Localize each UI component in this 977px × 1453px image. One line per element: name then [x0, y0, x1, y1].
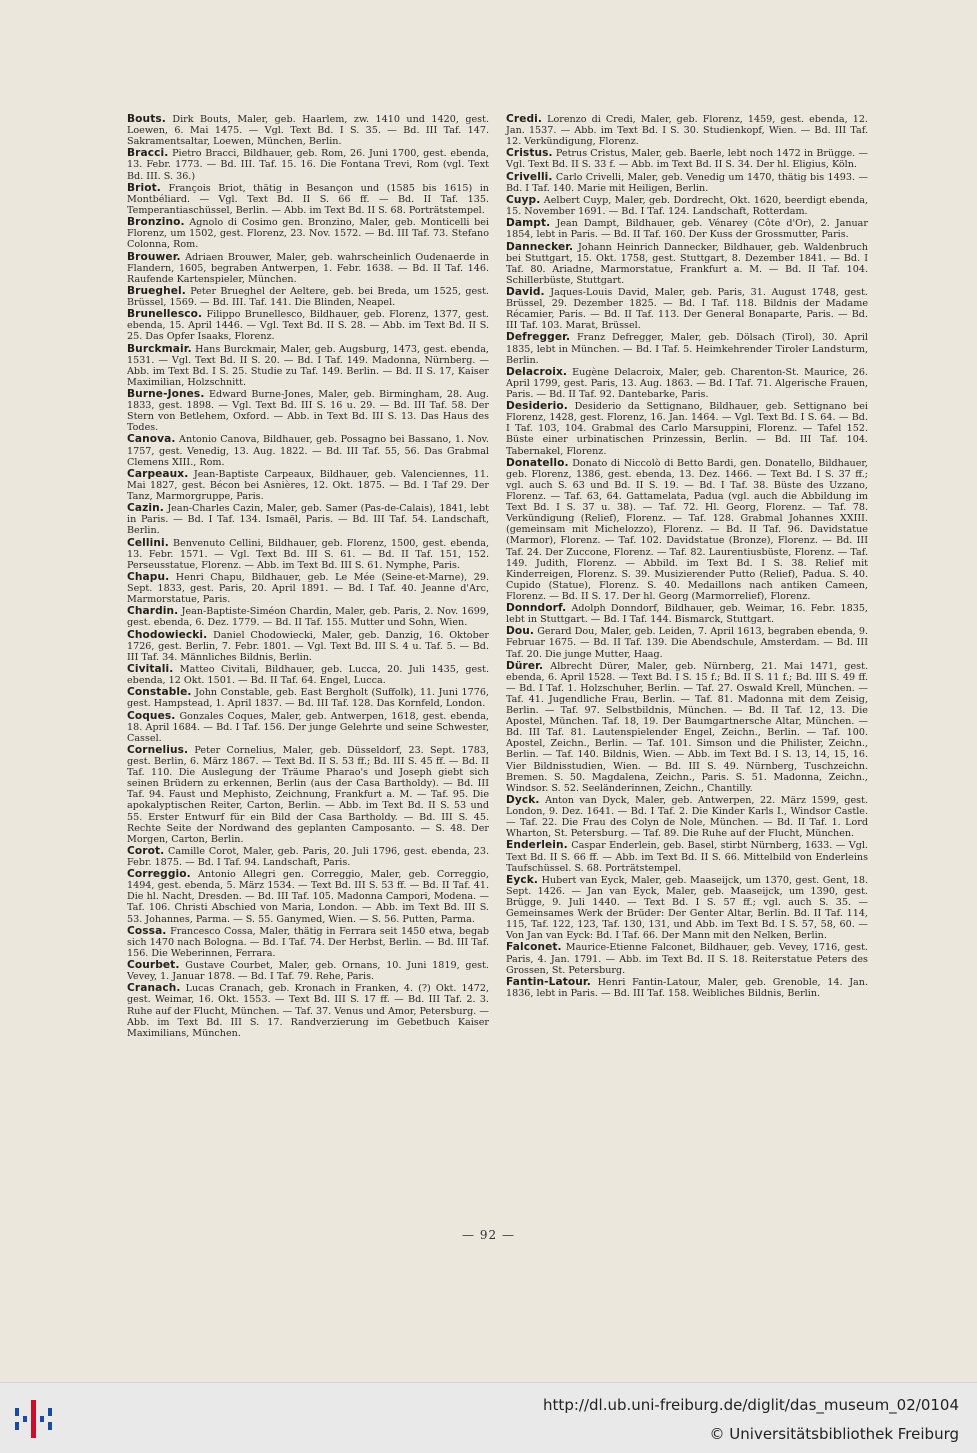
entry-text: Antonio Canova, Bildhauer, geb. Possagno bei Bassano, 1. Nov. 1757, gest. Venedig, 13. Aug. 1822. — Bd. III Taf. 55, 56. Das Grabmal Clemens XIII., Rom. — [127, 434, 489, 468]
entry-text: Eugène Delacroix, Maler, geb. Charenton-St. Maurice, 26. April 1799, gest. Paris, 13. Aug. 1863. — Bd. I Taf. 71. Algerische Frauen, Paris. — Bd. II Taf. 92. Dantebarke, Paris. — [506, 366, 868, 400]
artist-name: Cornelius. — [127, 743, 189, 756]
artist-name: Bronzino. — [127, 216, 185, 229]
entry-text: Henri Fantin-Latour, Maler, geb. Grenoble, 14. Jan. 1836, lebt in Paris. — Bd. III Taf. 158. Weibliches Bildnis, Berlin. — [506, 976, 868, 999]
entry-text: Gonzales Coques, Maler, geb. Antwerpen, 1618, gest. ebenda, 18. April 1684. — Bd. I Taf. 156. Der junge Gelehrte und seine Schwester, Cassel. — [127, 710, 489, 744]
entry-text: Albrecht Dürer, Maler, geb. Nürnberg, 21. Mai 1471, gest. ebenda, 6. April 1528. — Text Bd. I S. 15 f.; Bd. II S. 11 f.; Bd. III S. 49 ff. — Bd. I Taf. 1. Holzschuher, Berlin. — Taf. 27. Oswald Krell, München. — Taf. 41. Jugendliche Frau, Berlin. — Taf. 81. Madonna mit dem Zeisig, Berlin. — Taf. 97. Selbstbildnis, München. — Bd. II Taf. 12, 13. Die Apostel, München. Taf. 18, 19. Der Baumgartnersche Altar, München. — Bd. III Taf. 81. Lautenspielender Engel, Zeichn., Berlin. — Taf. 100. Apostel, Zeichn., Berlin. — Taf. 101. Simson und die Philister, Zeichn., Berlin. — Taf. 140. Bildnis, Wien. — Abb. im Text Bd. I S. 13, 14, 15, 16. Vier Bildnisstudien, Wien. — Bd. III S. 49. Nürnberg, Tuschzeichn. Bremen. S. 50. Magdalena, Zeichn., Paris. S. 51. Madonna, Zeichn., Windsor. S. 52. Seeländerinnen, Zeichn., Chantilly. — [506, 660, 868, 794]
register-entry — [127, 503, 489, 536]
register-entry — [506, 114, 868, 147]
register-entry — [127, 572, 489, 605]
register-entry — [506, 603, 868, 625]
register-entry — [506, 195, 868, 217]
page-number: — 92 — — [462, 1228, 515, 1242]
register-entry — [127, 745, 489, 845]
artist-name: Correggio. — [127, 868, 191, 881]
entry-text: François Briot, thätig in Besançon und (1585 bis 1615) in Montbéliard. — Vgl. Text Bd. II S. 66 ff. — Bd. II Taf. 135. Temperantiaschüssel, Berlin. — Abb. im Text Bd. II S. 68. Porträtstempel. — [127, 182, 489, 216]
artist-name: Donatello. — [506, 456, 569, 469]
artist-name: Dyck. — [506, 793, 540, 806]
entry-text: Donato di Niccolò di Betto Bardi, gen. Donatello, Bildhauer, geb. Florenz, 1386, gest. ebenda, 13. Dez. 1466. — Text Bd. I S. 37 ff.; vgl. auch S. 63 und Bd. II S. 19. — Bd. I Taf. 38. Büste des Uzzano, Florenz. — Taf. 63, 64. Gattamelata, Padua (vgl. auch die Abbildung im Text Bd. I S. 37 u. 38). — Taf. 72. Hl. Georg, Florenz. — Taf. 78. Verkündigung (Relief), Florenz. — Taf. 128. Grabmal Johannes XXIII. (gemeinsam mit Michelozzo), Florenz. — Bd. II Taf. 96. Davidstatue (Marmor), Florenz. — Taf. 102. Davidstatue (Bronze), Florenz. — Bd. III Taf. 24. Der Zuccone, Florenz. — Taf. 82. Laurentiusbüste, Florenz. — Taf. 149. Judith, Florenz. — Abbild. im Text Bd. I S. 38. Relief mit Kinderreigen, Florenz. S. 39. Musizierender Putto (Relief), Padua. S. 40. Cupido (Statue), Florenz. S. 40. Medaillons nach antiken Cameen, Florenz. — Bd. II S. 17. Der hl. Georg (Marmorrelief), Florenz. — [506, 457, 868, 602]
register-entry — [127, 960, 489, 982]
artist-name: Donndorf. — [506, 602, 567, 615]
register-entry — [127, 217, 489, 250]
artist-name: Cossa. — [127, 924, 167, 937]
artist-name: Constable. — [127, 686, 192, 699]
entry-text: Edward Burne-Jones, Maler, geb. Birmingham, 28. Aug. 1833, gest. 1898. — Vgl. Text Bd. III S. 16 u. 29. — Bd. III Taf. 58. Der Stern von Betlehem, Oxford. — Abb. in Text Bd. III S. 13. Das Haus des Todes. — [127, 389, 489, 434]
entry-text: Jean Dampt, Bildhauer, geb. Vénarey (Côte d'Or), 2. Januar 1854, lebt in Paris. — Bd. II Taf. 160. Der Kuss der Grossmutter, Paris. — [506, 218, 868, 241]
register-entry — [127, 869, 489, 924]
entry-text: Peter Cornelius, Maler, geb. Düsseldorf, 23. Sept. 1783, gest. Berlin, 6. März 1867. — Text Bd. II S. 53 ff.; Bd. III S. 45 ff. — Bd. II Taf. 110. Die Auslegung der Träume Pharao's und Joseph giebt sich seinen Brüdern zu erkennen, Berlin (aus der Casa Bartholdy). — Bd. III Taf. 94. Faust und Mephisto, Zeichnung, Frankfurt a. M. — Taf. 95. Die apokalyptischen Reiter, Carton, Berlin. — Abb. im Text Bd. II S. 53 und 55. Erster Entwurf für ein Bild der Casa Bartholdy. — Bd. III S. 45. Rechte Seite der Nordwand des geplanten Camposanto. — S. 48. Der Morgen, Carton, Berlin. — [127, 744, 489, 845]
entry-text: Lorenzo di Credi, Maler, geb. Florenz, 1459, gest. ebenda, 12. Jan. 1537. — Abb. im Text Bd. I S. 30. Studienkopf, Wien. — Bd. III Taf. 12. Verkündigung, Florenz. — [506, 114, 868, 148]
artist-name: Cazin. — [127, 502, 164, 515]
artist-name: Burne-Jones. — [127, 388, 205, 400]
artist-name: Coques. — [127, 709, 176, 722]
register-entry — [127, 434, 489, 467]
copyright-notice: © Universitätsbibliothek Freiburg — [709, 1425, 959, 1443]
artist-name: Burckmair. — [127, 342, 192, 355]
register-entry — [506, 332, 868, 365]
entry-text: Petrus Cristus, Maler, geb. Baerle, lebt noch 1472 in Brügge. — Vgl. Text Bd. II S. 33 f. — Abb. im Text Bd. II S. 34. Der hl. Eligius, Köln. — [506, 148, 868, 171]
artist-name: Credi. — [506, 113, 543, 125]
register-entry — [506, 840, 868, 873]
artist-name: Civitali. — [127, 663, 174, 675]
register-entry — [506, 242, 868, 286]
entry-text: Dirk Bouts, Maler, geb. Haarlem, zw. 1410 und 1420, gest. Loewen, 6. Mai 1475. — Vgl. Text Bd. I S. 35. — Bd. III Taf. 147. Sakramentsaltar, Loewen, München, Berlin. — [127, 114, 489, 148]
entry-text: Hubert van Eyck, Maler, geb. Maaseijck, um 1370, gest. Gent, 18. Sept. 1426. — Jan van Eyck, Maler, geb. Maaseijck, um 1390, gest. Brügge, 9. Juli 1440. — Text Bd. I S. 57 ff.; vgl. auch S. 35. — Gemeinsames Werk der Brüder: Der Genter Altar, Berlin. Bd. II Taf. 114, 115, Taf. 122, 123, Taf. 130, 131, und Abb. im Text Bd. I S. 57, 58, 60. — Von Jan van Eyck: Bd. I Taf. 66. Der Mann mit den Nelken, Berlin. — [506, 874, 868, 942]
library-logo-icon — [12, 1398, 54, 1440]
entry-text: Henri Chapu, Bildhauer, geb. Le Mée (Seine-et-Marne), 29. Sept. 1833, gest. Paris, 20. April 1891. — Bd. I Taf. 40. Jeanne d'Arc, Marmorstatue, Paris. — [127, 571, 489, 606]
register-entry — [127, 711, 489, 744]
artist-name: Brouwer. — [127, 250, 181, 263]
entry-text: Antonio Allegri gen. Correggio, Maler, geb. Correggio, 1494, gest. ebenda, 5. März 1534. — Text Bd. III S. 53 ff. — Bd. II Taf. 41. Die hl. Nacht, Dresden. — Bd. III Taf. 105. Madonna Campori, Modena. — Taf. 106. Christi Abschied von Maria, London. — Abb. im Text Bd. III S. 53. Johannes, Parma. — S. 55. Ganymed, Wien. — S. 56. Putten, Parma. — [127, 869, 489, 925]
register-entry — [506, 287, 868, 331]
artist-name: Enderlein. — [506, 839, 568, 852]
entry-text: Jean-Baptiste-Siméon Chardin, Maler, geb. Paris, 2. Nov. 1699, gest. ebenda, 6. Dez. 1779. — Bd. II Taf. 155. Mutter und Sohn, Wien. — [127, 606, 490, 629]
entry-text: Adriaen Brouwer, Maler, geb. wahrscheinlich Oudenaerde in Flandern, 1605, begraben Antwerpen, 1. Febr. 1638. — Bd. II Taf. 146. Raufende Kartenspieler, München. — [127, 251, 489, 285]
register-entry — [506, 172, 868, 194]
entry-text: Daniel Chodowiecki, Maler, geb. Danzig, 16. Oktober 1726, gest. Berlin, 7. Febr. 1801. — Vgl. Text Bd. III S. 4 u. Taf. 5. — Bd. III Taf. 34. Männliches Bildnis, Berlin. — [127, 629, 489, 663]
library-footer — [0, 1382, 977, 1453]
entry-text: Gerard Dou, Maler, geb. Leiden, 7. April 1613, begraben ebenda, 9. Februar 1675. — Bd. II Taf. 139. Die Abendschule, Amsterdam. — Bd. III Taf. 20. Die junge Mutter, Haag. — [506, 626, 868, 660]
artist-name: Briot. — [127, 181, 161, 194]
register-entry — [506, 148, 868, 170]
register-entry — [127, 252, 489, 285]
artist-name: Cellini. — [127, 536, 169, 549]
artist-name: Dou. — [506, 625, 535, 638]
register-entry — [127, 606, 489, 628]
entry-text: Aelbert Cuyp, Maler, geb. Dordrecht, Okt. 1620, beerdigt ebenda, 15. November 1691. — Bd. I Taf. 124. Landschaft, Rotterdam. — [506, 194, 868, 218]
register-entry — [506, 977, 868, 999]
artist-name: Dannecker. — [506, 240, 574, 253]
register-entry — [506, 661, 868, 794]
entry-text: Caspar Enderlein, geb. Basel, stirbt Nürnberg, 1633. — Vgl. Text Bd. II S. 66 ff. — Abb. im Text Bd. II S. 66. Mittelbild von Enderleins Taufschüssel. S. 68. Porträtstempel. — [506, 840, 868, 874]
entry-text: Peter Brueghel der Aeltere, geb. bei Breda, um 1525, gest. Brüssel, 1569. — Bd. III. Taf. 141. Die Blinden, Neapel. — [127, 285, 489, 308]
entry-text: Carlo Crivelli, Maler, geb. Venedig um 1470, thätig bis 1493. — Bd. I Taf. 140. Marie mit Heiligen, Berlin. — [506, 171, 868, 194]
entry-text: Pietro Bracci, Bildhauer, geb. Rom, 26. Juni 1700, gest. ebenda, 13. Febr. 1773. — Bd. III. Taf. 15. 16. Die Fontana Trevi, Rom (vgl. Text Bd. III. S. 36.) — [127, 148, 489, 182]
entry-text: Jaques-Louis David, Maler, geb. Paris, 31. August 1748, gest. Brüssel, 29. Dezember 1825. — Bd. I Taf. 118. Bildnis der Madame Récamier, Paris. — Bd. II Taf. 113. Der General Bonaparte, Paris. — Bd. III Taf. 103. Marat, Brüssel. — [506, 286, 868, 332]
register-entry — [127, 309, 489, 342]
entry-text: Jean-Baptiste Carpeaux, Bildhauer, geb. Valenciennes, 11. Mai 1827, gest. Bécon bei Asnières, 12. Okt. 1875. — Bd. I Taf 29. Der Tanz, Marmorgruppe, Paris. — [127, 468, 489, 503]
register-entry — [127, 846, 489, 868]
artist-name: Falconet. — [506, 941, 562, 954]
artist-name: Cranach. — [127, 982, 181, 995]
artist-name: Bouts. — [127, 113, 166, 125]
entry-text: Desiderio da Settignano, Bildhauer, geb. Settignano bei Florenz, 1428, gest. Florenz, 16. Jan. 1464. — Vgl. Text Bd. I S. 64. — Bd. I Taf. 103, 104. Grabmal des Carlo Marsuppini, Florenz. — Tafel 152. Büste einer urbinatischen Prinzessin, Berlin. — Bd. III Taf. 104. Tabernakel, Florenz. — [506, 401, 868, 457]
entry-text: Jean-Charles Cazin, Maler, geb. Samer (Pas-de-Calais), 1841, lebt in Paris. — Bd. I Taf. 134. Ismaël, Paris. — Bd. III Taf. 54. Landschaft, Berlin. — [127, 503, 489, 537]
artist-name: Canova. — [127, 433, 176, 446]
register-entry — [127, 183, 489, 216]
left-column — [127, 114, 489, 1040]
entry-text: Franz Defregger, Maler, geb. Dölsach (Tirol), 30. April 1835, lebt in München. — Bd. I Taf. 5. Heimkehrender Tiroler Landsturm, Berlin. — [506, 332, 868, 366]
entry-text: Benvenuto Cellini, Bildhauer, geb. Florenz, 1500, gest. ebenda, 13. Febr. 1571. — Vgl. Text Bd. III S. 61. — Bd. II Taf. 151, 152. Perseusstatue, Florenz. — Abb. im Text Bd. III S. 61. Nymphe, Paris. — [127, 537, 489, 571]
register-entry — [506, 795, 868, 839]
entry-text: Agnolo di Cosimo gen. Bronzino, Maler, geb. Monticelli bei Florenz, um 1502, gest. Florenz, 23. Nov. 1572. — Bd. III Taf. 73. Stefano Colonna, Rom. — [127, 217, 489, 251]
register-entry — [127, 926, 489, 959]
artist-name: Bracci. — [127, 147, 169, 160]
artist-name: Chapu. — [127, 570, 170, 583]
entry-text: Lucas Cranach, geb. Kronach in Franken, 4. (?) Okt. 1472, gest. Weimar, 16. Okt. 1553. — Text Bd. III S. 17 ff. — Bd. III Taf. 2. 3. Ruhe auf der Flucht, München. — Taf. 37. Venus und Amor, Petersburg. — Abb. im Text Bd. III S. 17. Randverzierung im Gebetbuch Kaiser Maximilians, München. — [127, 983, 489, 1039]
artist-name: Crivelli. — [506, 170, 553, 183]
artist-name: Cuyp. — [506, 193, 541, 206]
register-entry — [127, 148, 489, 181]
artist-name: Cristus. — [506, 147, 553, 160]
register-entry — [127, 538, 489, 571]
register-entry — [127, 286, 489, 308]
artist-name: Brunellesco. — [127, 308, 203, 321]
register-entry — [127, 344, 489, 388]
entry-text: Johann Heinrich Dannecker, Bildhauer, geb. Waldenbruch bei Stuttgart, 15. Okt. 1758, gest. Stuttgart, 8. Dezember 1841. — Bd. I Taf. 80. Ariadne, Marmorstatue, Frankfurt a. M. — Bd. II Taf. 104. Schillerbüste, Stuttgart. — [506, 241, 868, 286]
register-entry — [506, 218, 868, 240]
entry-text: Gustave Courbet, Maler, geb. Ornans, 10. Juni 1819, gest. Vevey, 1. Januar 1878. — Bd. I Taf. 79. Rehe, Paris. — [127, 960, 489, 983]
entry-text: Matteo Civitali, Bildhauer, geb. Lucca, 20. Juli 1435, gest. ebenda, 12 Okt. 1501. — Bd. II Taf. 64. Engel, Lucca. — [127, 664, 489, 687]
entry-text: Adolph Donndorf, Bildhauer, geb. Weimar, 16. Febr. 1835, lebt in Stuttgart. — Bd. I Taf. 144. Bismarck, Stuttgart. — [506, 603, 868, 626]
register-entry — [506, 626, 868, 659]
register-entry — [127, 389, 489, 433]
artist-name: David. — [506, 285, 545, 298]
register-entry — [127, 469, 489, 502]
entry-text: John Constable, geb. East Bergholt (Suffolk), 11. Juni 1776, gest. Hampstead, 1. April 1837. — Bd. III Taf. 128. Das Kornfeld, London. — [127, 687, 489, 710]
register-entry — [127, 664, 489, 686]
artist-name: Fantin-Latour. — [506, 975, 591, 988]
artist-name: Dampt. — [506, 217, 551, 230]
register-entry — [127, 630, 489, 663]
artist-name: Courbet. — [127, 959, 180, 972]
register-entry — [506, 367, 868, 400]
register-entry — [127, 114, 489, 147]
artist-name: Dürer. — [506, 659, 544, 672]
entry-text: Maurice-Etienne Falconet, Bildhauer, geb. Vevey, 1716, gest. Paris, 4. Jan. 1791. — Abb. im Text Bd. II S. 18. Reiterstatue Peters des Grossen, St. Petersburg. — [506, 942, 868, 976]
artist-name: Desiderio. — [506, 400, 568, 413]
artist-name: Defregger. — [506, 331, 571, 344]
entry-text: Anton van Dyck, Maler, geb. Antwerpen, 22. März 1599, gest. London, 9. Dez. 1641. — Bd. I Taf. 2. Die Kinder Karls I., Windsor Castle. — Taf. 22. Die Frau des Colyn de Nole, München. — Bd. II Taf. 1. Lord Wharton, St. Petersburg. — Taf. 89. Die Ruhe auf der Flucht, München. — [506, 794, 868, 840]
permalink-url[interactable]: http://dl.ub.uni-freiburg.de/diglit/das_museum_02/0104 — [543, 1396, 959, 1414]
register-entry — [506, 401, 868, 456]
artist-name: Chodowiecki. — [127, 628, 208, 641]
register-entry — [127, 983, 489, 1038]
artist-name: Carpeaux. — [127, 467, 189, 480]
artist-name: Delacroix. — [506, 365, 568, 378]
entry-text: Camille Corot, Maler, geb. Paris, 20. Juli 1796, gest. ebenda, 23. Febr. 1875. — Bd. I Taf. 94. Landschaft, Paris. — [127, 845, 489, 868]
right-column — [506, 114, 868, 1000]
entry-text: Filippo Brunellesco, Bildhauer, geb. Florenz, 1377, gest. ebenda, 15. April 1446. — Vgl. Text Bd. II S. 28. — Abb. im Text Bd. II S. 25. Das Opfer Isaaks, Florenz. — [127, 309, 489, 343]
artist-name: Chardin. — [127, 605, 179, 618]
register-entry — [506, 458, 868, 602]
artist-name: Brueghel. — [127, 284, 186, 297]
register-entry — [506, 875, 868, 942]
entry-text: Francesco Cossa, Maler, thätig in Ferrara seit 1450 etwa, begab sich 1470 nach Bologna. — Bd. I Taf. 74. Der Herbst, Berlin. — Bd. III Taf. 156. Die Weberinnen, Ferrara. — [127, 925, 489, 959]
entry-text: Hans Burckmair, Maler, geb. Augsburg, 1473, gest. ebenda, 1531. — Vgl. Text Bd. II S. 20. — Bd. I Taf. 149. Madonna, Nürnberg. — Abb. im Text Bd. I S. 25. Studie zu Taf. 149. Berlin. — Bd. II S. 17, Kaiser Maximilian, Holzschnitt. — [127, 343, 489, 388]
register-entry — [127, 687, 489, 709]
artist-name: Eyck. — [506, 873, 538, 886]
register-entry — [506, 942, 868, 975]
artist-name: Corot. — [127, 844, 165, 857]
